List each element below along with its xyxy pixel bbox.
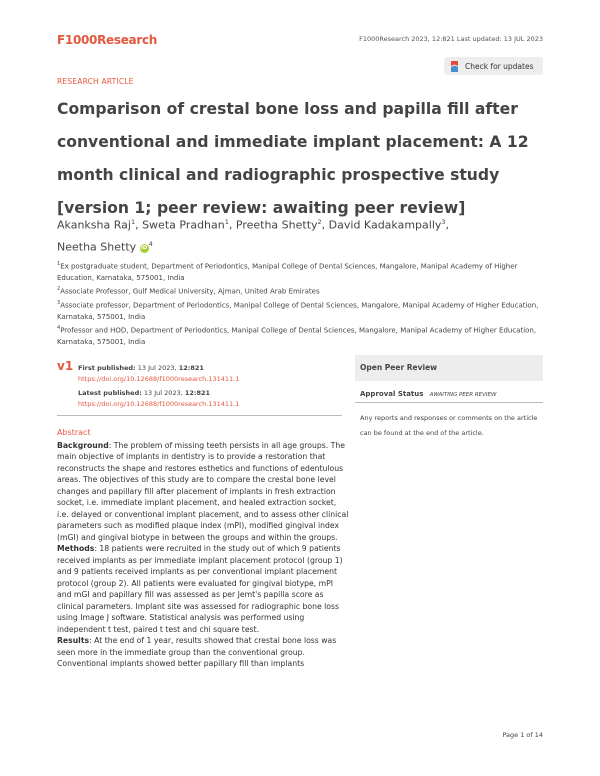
latest-published-volume: 12:821 xyxy=(184,389,211,397)
publication-info xyxy=(78,363,239,409)
affiliation-text: Ex postgraduate student, Department of Periodontics, Manipal College of Dental Sciences, Mangalore, Manipal Academy of Higher Education, Karnataka, 575001, India xyxy=(57,262,518,282)
author-separator: , xyxy=(445,218,450,232)
check-for-updates-button[interactable] xyxy=(444,57,543,75)
header-citation-info: F1000Research 2023, 12:821 Last updated: 13 JUL 2023 xyxy=(359,35,543,43)
affiliation-list xyxy=(57,259,547,349)
approval-status-label: Approval Status xyxy=(360,390,424,398)
author[interactable]: Akanksha Raj xyxy=(57,218,131,232)
first-published-date: 13 Jul 2023, xyxy=(137,364,177,372)
author-separator: , xyxy=(135,218,143,232)
first-published-label: First published: xyxy=(78,364,136,372)
author-affiliation-ref: 1 xyxy=(130,218,136,226)
abstract-results xyxy=(57,635,349,670)
latest-published-label: Latest published: xyxy=(78,389,142,397)
affiliation-item xyxy=(57,323,547,348)
abstract-methods-label: Methods xyxy=(57,544,95,553)
affiliation-number: 4 xyxy=(57,325,61,332)
abstract-results-label: Results xyxy=(57,636,90,645)
author[interactable]: Neetha Shetty xyxy=(57,240,137,254)
author[interactable]: David Kadakampally xyxy=(328,218,442,232)
peer-review-title: Open Peer Review xyxy=(355,355,543,381)
author-separator: , xyxy=(321,218,329,232)
crossmark-icon xyxy=(450,61,459,72)
affiliation-number: 3 xyxy=(57,300,61,307)
abstract xyxy=(57,427,349,670)
version-badge: v1 xyxy=(57,359,74,373)
abstract-background-text: : The problem of missing teeth persists in all age groups. The main objective of implants in dentistry is to provide a restoration that reconstructs the shape and restores esthetics and functions of edentulous areas. The objectives of this study are to compare the crestal bone level changes and papillary fill after placement of implants in fresh extraction socket, i.e. immediate implant placement, and healed extraction socket, i.e. delayed or conventional implant placement, and to assess other clinical parameters such as modified plaque index (mPI), modified gingival index (mGI) and gingival biotype in between the groups and within the groups. xyxy=(57,440,349,542)
affiliation-text: Associate Professor, Gulf Medical University, Ajman, United Arab Emirates xyxy=(60,287,320,296)
abstract-methods xyxy=(57,543,349,635)
affiliation-item xyxy=(57,298,547,323)
orcid-icon[interactable]: iD xyxy=(140,245,148,252)
author-affiliation-ref: 2 xyxy=(317,218,322,226)
abstract-results-text: : At the end of 1 year, results showed that crestal bone loss was seen more in the immediate group than the conventional group. Conventional implants showed better papillary fill than implants xyxy=(57,636,337,668)
latest-published-doi-link[interactable]: https://doi.org/10.12688/f1000research.131411.1 xyxy=(78,399,240,408)
affiliation-number: 2 xyxy=(57,286,61,293)
author-separator: , xyxy=(228,218,236,232)
abstract-heading: Abstract xyxy=(57,428,91,437)
abstract-background-label: Background xyxy=(57,440,109,450)
page-number: Page 1 of 14 xyxy=(502,731,543,739)
approval-status-value: AWAITING PEER REVIEW xyxy=(429,392,497,398)
abstract-background xyxy=(57,440,349,544)
journal-logo[interactable]: F1000Research xyxy=(57,33,158,47)
author[interactable]: Preetha Shetty xyxy=(235,218,318,232)
author[interactable]: Sweta Pradhan xyxy=(142,218,225,232)
abstract-methods-text: : 18 patients were recruited in the study out of which 9 patients received implants as per immediate implant placement protocol (group 1) and 9 patients received implants as per conventional implant placement protocol (group 2). All patients were evaluated for gingival biotype, mPI and mGI and papillary fill was assessed as per Jemt's papilla score as clinical parameters. Implant site was assessed for radiographic bone loss using Image J software. Statistical analysis was performed using independent t test, paired t test and chi square test. xyxy=(57,544,343,634)
author-affiliation-ref: 3 xyxy=(441,218,446,226)
first-published-doi-link[interactable]: https://doi.org/10.12688/f1000research.131411.1 xyxy=(78,374,240,383)
first-published-volume: 12:821 xyxy=(178,364,204,372)
first-published-line xyxy=(78,363,239,374)
section-divider xyxy=(57,415,342,416)
latest-published-date: 13 Jul 2023, xyxy=(143,389,183,397)
latest-published-line xyxy=(78,388,239,399)
affiliation-text: Associate professor, Department of Periodontics, Manipal College of Dental Sciences, Mangalore, Manipal Academy of Higher Education, Karnataka, 575001, India xyxy=(57,301,539,321)
check-for-updates-label: Check for updates xyxy=(465,61,534,71)
author-affiliation-ref: 1 xyxy=(224,218,229,226)
author-list xyxy=(57,213,547,256)
approval-status-row xyxy=(355,390,543,403)
affiliation-item xyxy=(57,284,547,298)
affiliation-text: Professor and HOD, Department of Periodontics, Manipal College of Dental Sciences, Mangalore, Manipal Academy of Higher Education, Karnataka, 575001, India xyxy=(57,326,537,347)
article-type-label: RESEARCH ARTICLE xyxy=(57,77,134,86)
article-title: Comparison of crestal bone loss and papilla fill after conventional and immediate implant placement: A 12 month clinical and radiographic prospective study [version 1; peer review: awaiting peer review] xyxy=(57,100,529,217)
affiliation-number: 1 xyxy=(57,261,61,267)
peer-review-note: Any reports and responses or comments on the article can be found at the end of the article. xyxy=(360,414,538,437)
affiliation-item xyxy=(57,259,547,284)
peer-review-panel xyxy=(355,355,543,440)
author-affiliation-ref: 4 xyxy=(148,239,153,248)
